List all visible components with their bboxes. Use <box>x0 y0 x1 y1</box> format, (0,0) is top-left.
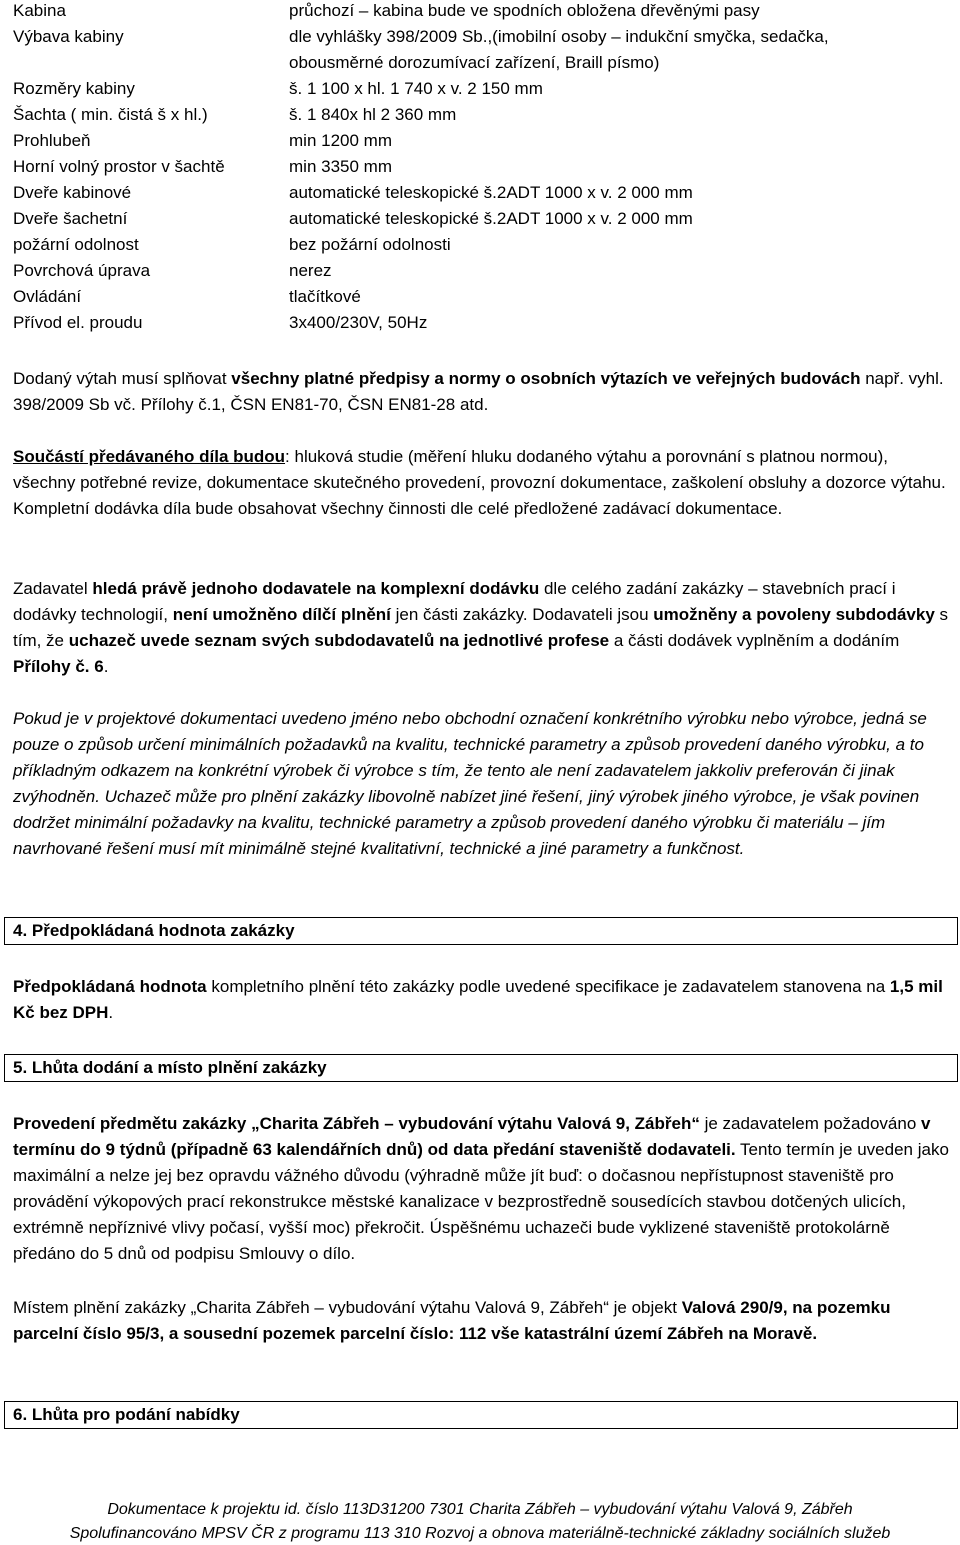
spec-value-line: automatické teleskopické š.2ADT 1000 x v. 2 000 mm <box>289 183 693 202</box>
paragraph-supplier <box>13 576 949 680</box>
spec-value-line: tlačítkové <box>289 287 361 306</box>
section-heading-5: 5. Lhůta dodání a místo plnění zakázky <box>4 1054 958 1082</box>
text: Zadavatel <box>13 579 93 598</box>
bold-text: Provedení předmětu zakázky „Charita Zábřeh – vybudování výtahu Valová 9, Zábřeh“ <box>13 1114 700 1133</box>
spec-row <box>13 154 947 180</box>
bold-text: Předpokládaná hodnota <box>13 977 207 996</box>
text: . <box>108 1003 114 1022</box>
spec-label: Přívod el. proudu <box>13 313 143 332</box>
bold-text: umožněny a povoleny subdodávky <box>653 605 935 624</box>
text: s tím, že <box>13 605 949 650</box>
spec-row <box>13 258 947 284</box>
text: kompletního plnění této zakázky podle uvedené specifikace je zadavatelem stanovena na <box>206 977 890 996</box>
text: dle celého zadání zakázky – stavebních prací i dodávky technologií, <box>13 579 896 624</box>
text: Místem plnění zakázky „Charita Zábřeh – vybudování výtahu Valová 9, Zábřeh“ je objekt <box>13 1298 682 1317</box>
spec-row <box>13 76 947 102</box>
spec-row <box>13 310 947 336</box>
text: . <box>103 657 109 676</box>
spec-value-line: min 1200 mm <box>289 131 392 150</box>
spec-value <box>289 24 947 76</box>
bold-text: 1,5 mil Kč bez DPH <box>13 977 943 1022</box>
spec-row <box>13 102 947 128</box>
spec-value <box>289 232 947 258</box>
spec-row <box>13 128 947 154</box>
spec-row <box>13 0 947 24</box>
bold-text: všechny platné předpisy a normy o osobních výtazích ve veřejných budovách <box>231 369 861 388</box>
spec-row <box>13 180 947 206</box>
spec-value <box>289 258 947 284</box>
spec-value <box>289 154 947 180</box>
spec-value-line: min 3350 mm <box>289 157 392 176</box>
spec-value <box>289 0 947 24</box>
spec-value-line: 3x400/230V, 50Hz <box>289 313 428 332</box>
bold-text: v termínu do 9 týdnů (případně 63 kalendářních dnů) od data předání staveniště dodavateli. <box>13 1114 931 1159</box>
spec-label: Povrchová úprava <box>13 261 151 280</box>
text: jen části zakázky. Dodavateli jsou <box>390 605 654 624</box>
paragraph-requirements <box>13 366 949 418</box>
spec-value-line: automatické teleskopické š.2ADT 1000 x v. 2 000 mm <box>289 209 693 228</box>
spec-value-line: bez požární odolnosti <box>289 235 451 254</box>
bold-underlined-text: Součástí předávaného díla budou <box>13 447 286 466</box>
spec-label: Šachta ( min. čistá š x hl.) <box>13 105 208 124</box>
spec-value-line: průchozí – kabina bude ve spodních obložena dřevěnými pasy <box>289 1 760 20</box>
text: např. vyhl. 398/2009 Sb vč. Přílohy č.1, ČSN EN81-70, ČSN EN81-28 atd. <box>13 369 944 414</box>
spec-value-line: š. 1 840x hl 2 360 mm <box>289 105 457 124</box>
footer-line-1: Dokumentace k projektu id. číslo 113D31200 7301 Charita Zábřeh – vybudování výtahu Valová 9, Zábřeh <box>107 1501 853 1518</box>
spec-value <box>289 102 947 128</box>
paragraph-place <box>13 1295 949 1347</box>
footer-line-2: Spolufinancováno MPSV ČR z programu 113 310 Rozvoj a obnova materiálně-technické základny sociálních služeb <box>69 1525 891 1542</box>
text: je zadavatelem požadováno <box>699 1114 921 1133</box>
spec-label: Prohlubeň <box>13 131 91 150</box>
spec-value-line: š. 1 100 x hl. 1 740 x v. 2 150 mm <box>289 79 543 98</box>
spec-label: Výbava kabiny <box>13 27 124 46</box>
bold-text: není umožněno dílčí plnění <box>172 605 391 624</box>
text: Dodaný výtah musí splňovat <box>13 369 232 388</box>
text: a části dodávek vyplněním a dodáním <box>609 631 900 650</box>
spec-row <box>13 24 947 76</box>
paragraph-deadline <box>13 1111 949 1267</box>
paragraph-estimated-value <box>13 974 949 1026</box>
spec-value-line: nerez <box>289 261 332 280</box>
section-heading-4: 4. Předpokládaná hodnota zakázky <box>4 917 958 945</box>
bold-text: hledá právě jednoho dodavatele na komplexní dodávku <box>92 579 540 598</box>
text: : hluková studie (měření hluku dodaného výtahu a porovnání s platnou normou), všechny potřebné revize, dokumentace skutečného provedení, provozní dokumentace, zaškolení obsluhy a dozorce výtahu. Kompletní dodávka díla bude obsahovat všechny činnosti dle celé předložené zadávací dokumentace. <box>13 447 946 518</box>
bold-text: uchazeč uvede seznam svých subdodavatelů na jednotlivé profese <box>68 631 610 650</box>
spec-label: požární odolnost <box>13 235 139 254</box>
text: Tento termín je uveden jako maximální a nelze jej bez opravdu vážného důvodu (výhradně může jít buď: o dočasnou nepřístupnost staveniště pro provádění výkopových prací rekonstrukce městské kanalizace v bezprostředně sousedících stavbou dotčených ulicích, extrémně nepříznivé vlivy počasí, vyšší moc) překročit. Úspěšnému uchazeči bude vyklizené staveniště protokolárně předáno do 5 dnů od podpisu Smlouvy o dílo. <box>13 1140 949 1263</box>
spec-value <box>289 284 947 310</box>
spec-row <box>13 232 947 258</box>
spec-value <box>289 310 947 336</box>
bold-text: Valová 290/9, na pozemku parcelní číslo 95/3, a sousední pozemek parcelní číslo: 112 vše katastrální území Zábřeh na Moravě. <box>13 1298 891 1343</box>
spec-value <box>289 180 947 206</box>
spec-label: Dveře kabinové <box>13 183 132 202</box>
bold-text: Přílohy č. 6 <box>13 657 104 676</box>
section-heading-6: 6. Lhůta pro podání nabídky <box>4 1401 958 1429</box>
spec-value-line: dle vyhlášky 398/2009 Sb.,(imobilní osoby – indukční smyčka, sedačka, <box>289 27 829 46</box>
spec-label: Ovládání <box>13 287 82 306</box>
spec-label: Dveře šachetní <box>13 209 128 228</box>
elevator-spec-table <box>13 0 947 336</box>
spec-label: Horní volný prostor v šachtě <box>13 157 225 176</box>
spec-label: Kabina <box>13 1 66 20</box>
spec-value <box>289 128 947 154</box>
page-footer <box>0 1498 960 1545</box>
spec-row <box>13 206 947 232</box>
spec-label: Rozměry kabiny <box>13 79 135 98</box>
paragraph-product-names: Pokud je v projektové dokumentaci uvedeno jméno nebo obchodní označení konkrétního výrobku nebo výrobce, jedná se pouze o způsob určení minimálních požadavků na kvalitu, technické parametry a způsob provedení daného výrobku, a to příkladným odkazem na konkrétní výrobek či výrobce s tím, že tento ale není zadavatelem jakkoliv preferován či jinak zvýhodněn. Uchazeč může pro plnění zakázky libovolně nabízet jiné řešení, jiný výrobek jiného výrobce, je však povinen dodržet minimální požadavky na kvalitu, technické parametry a způsob provedení daného výrobku či materiálu – jím navrhované řešení musí mít minimálně stejné kvalitativní, technické a jiné parametry a funkčnost. <box>13 709 927 858</box>
spec-value-line: obousměrné dorozumívací zařízení, Braill písmo) <box>289 53 660 72</box>
paragraph-deliverables <box>13 444 949 522</box>
spec-value <box>289 206 947 232</box>
spec-value <box>289 76 947 102</box>
spec-row <box>13 284 947 310</box>
